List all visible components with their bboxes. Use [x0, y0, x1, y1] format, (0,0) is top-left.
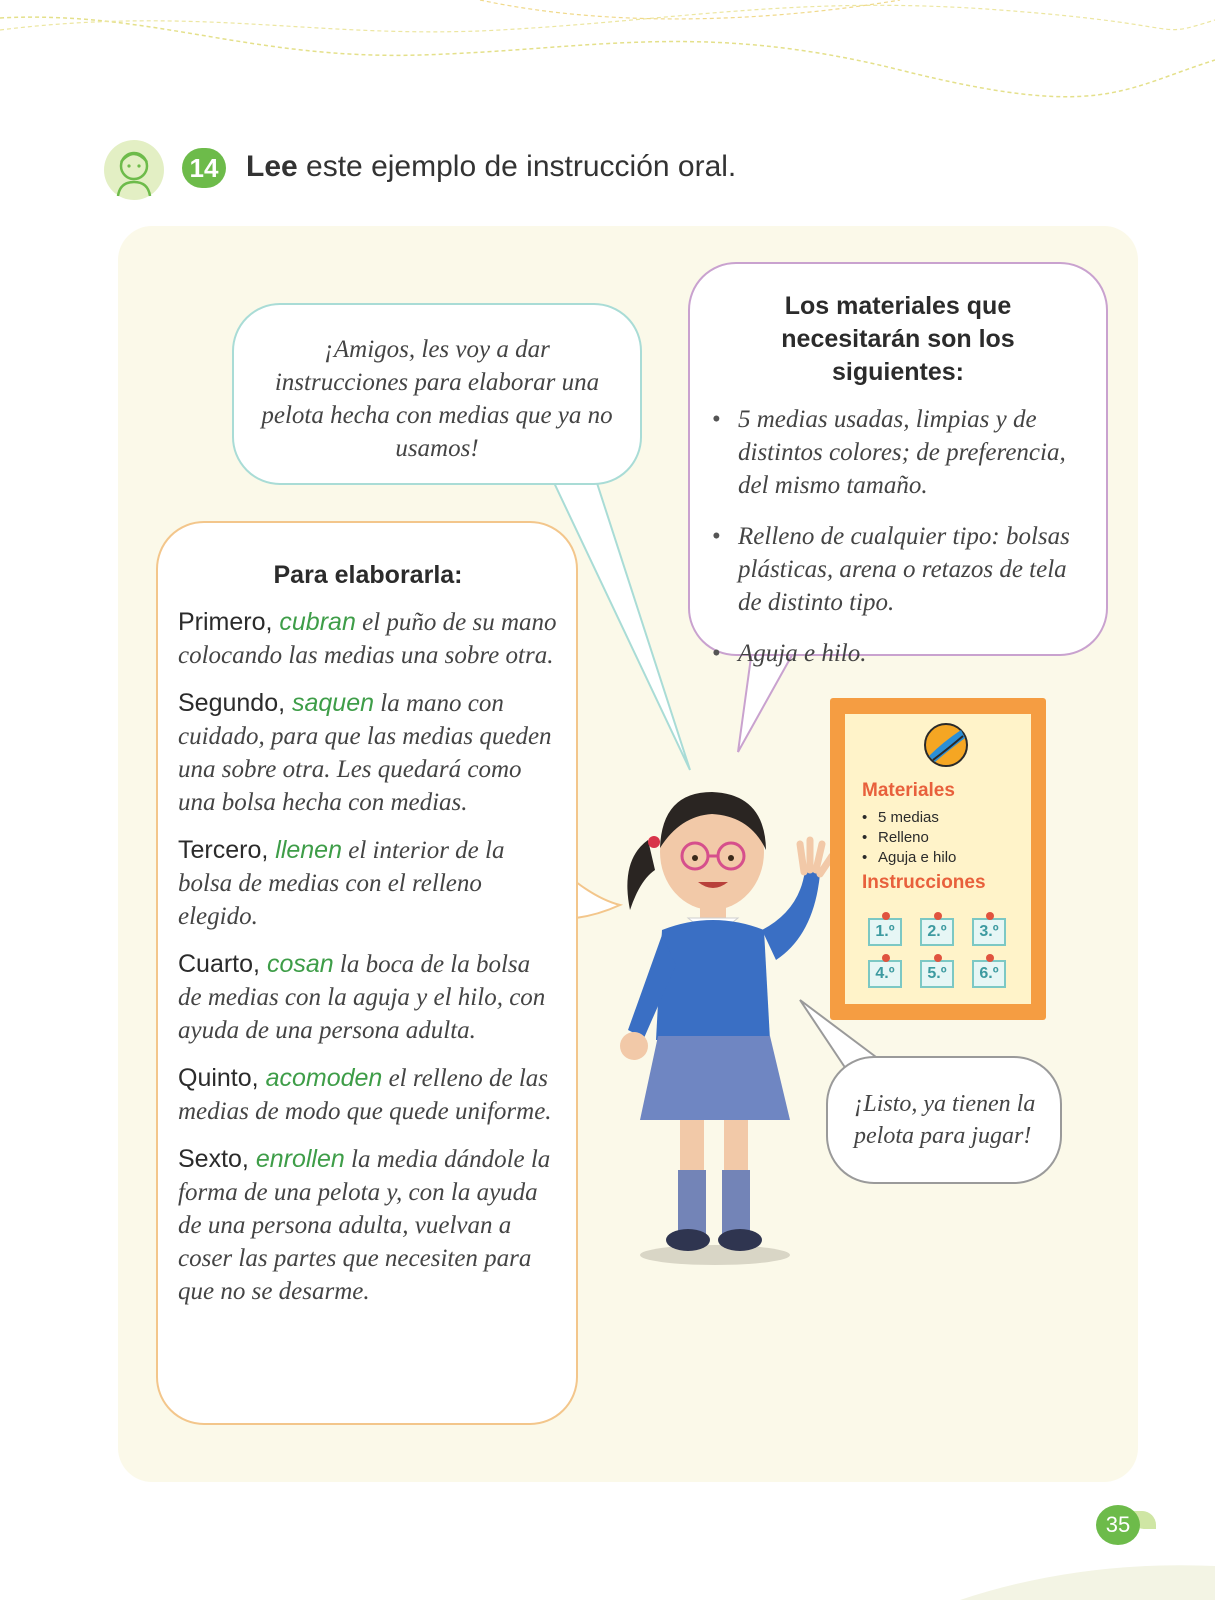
step-6 [178, 1143, 558, 1308]
pin-icon [934, 912, 942, 920]
step-label: Cuarto, [178, 950, 267, 978]
step-text: el relleno de las medias de modo que quede uniforme. [178, 1065, 552, 1125]
poster-note: 1.º [868, 918, 902, 946]
step-verb: acomoden [265, 1064, 383, 1092]
intro-speech-bubble: ¡Amigos, les voy a dar instrucciones para elaborar una pelota hecha con medias que ya no usamos! [232, 303, 642, 485]
poster-note: 5.º [920, 960, 954, 988]
materials-item: • 5 medias usadas, limpias y de distintos colores; de preferencia, del mismo tamaño. [712, 403, 1084, 502]
step-verb: enrollen [255, 1145, 345, 1173]
bottom-curve [960, 1560, 1215, 1600]
materials-item: • Relleno de cualquier tipo: bolsas plásticas, arena o retazos de tela de distinto tipo. [712, 520, 1084, 619]
step-text: la boca de la bolsa de medias con la aguja y el hilo, con ayuda de una persona adulta. [178, 951, 546, 1044]
poster-instructions-title: Instrucciones [862, 872, 986, 893]
poster-note: 3.º [972, 918, 1006, 946]
poster-note: 6.º [972, 960, 1006, 988]
step-text: la mano con cuidado, para que las medias queden una sobre otra. Les quedará como una bolsa hecha con medias. [178, 690, 552, 816]
step-3 [178, 834, 558, 933]
step-2 [178, 687, 558, 819]
done-speech-bubble: ¡Listo, ya tienen la pelota para jugar! [826, 1056, 1062, 1184]
step-verb: cosan [266, 950, 334, 978]
steps-speech-bubble [156, 521, 578, 1425]
instruction-text: este ejemplo de instrucción oral. [297, 150, 737, 183]
step-verb: llenen [275, 836, 342, 864]
step-label: Sexto, [178, 1145, 256, 1173]
pin-icon [882, 954, 890, 962]
step-label: Tercero, [178, 836, 276, 864]
activity-number-badge: 14 [182, 148, 226, 188]
poster-materials-title: Materiales [862, 780, 955, 801]
poster-note: 4.º [868, 960, 902, 988]
step-label: Primero, [178, 608, 280, 636]
poster-material-item: • Relleno [862, 828, 956, 848]
ball-icon [923, 722, 969, 768]
page-number: 35 [1096, 1505, 1140, 1545]
instruction-bold-word: Lee [246, 150, 298, 183]
step-text: el puño de su mano colocando las medias una sobre otra. [178, 609, 557, 669]
step-verb: cubran [279, 608, 356, 636]
step-text: la media dándole la forma de una pelota y, con la ayuda de una persona adulta, vuelvan a coser las partes que necesiten para que no se desarme. [178, 1146, 551, 1305]
materials-title: Los materiales que necesitarán son los siguientes: [781, 292, 1015, 386]
step-label: Quinto, [178, 1064, 266, 1092]
poster-note: 2.º [920, 918, 954, 946]
materials-item: • Aguja e hilo. [712, 637, 1084, 670]
materials-speech-bubble [688, 262, 1108, 667]
poster-material-item: • 5 medias [862, 808, 956, 828]
poster-material-item: • Aguja e hilo [862, 848, 956, 868]
materials-list [712, 403, 1084, 670]
pin-icon [986, 954, 994, 962]
step-label: Segundo, [178, 689, 292, 717]
step-1 [178, 606, 558, 672]
step-4 [178, 948, 558, 1047]
pin-icon [934, 954, 942, 962]
step-text: el interior de la bolsa de medias con el relleno elegido. [178, 837, 505, 930]
poster-materials-list [862, 808, 956, 868]
pin-icon [882, 912, 890, 920]
girl-illustration [600, 770, 840, 1270]
steps-title: Para elaborarla: [273, 561, 463, 589]
pin-icon [986, 912, 994, 920]
step-verb: saquen [292, 689, 375, 717]
step-5 [178, 1062, 558, 1128]
